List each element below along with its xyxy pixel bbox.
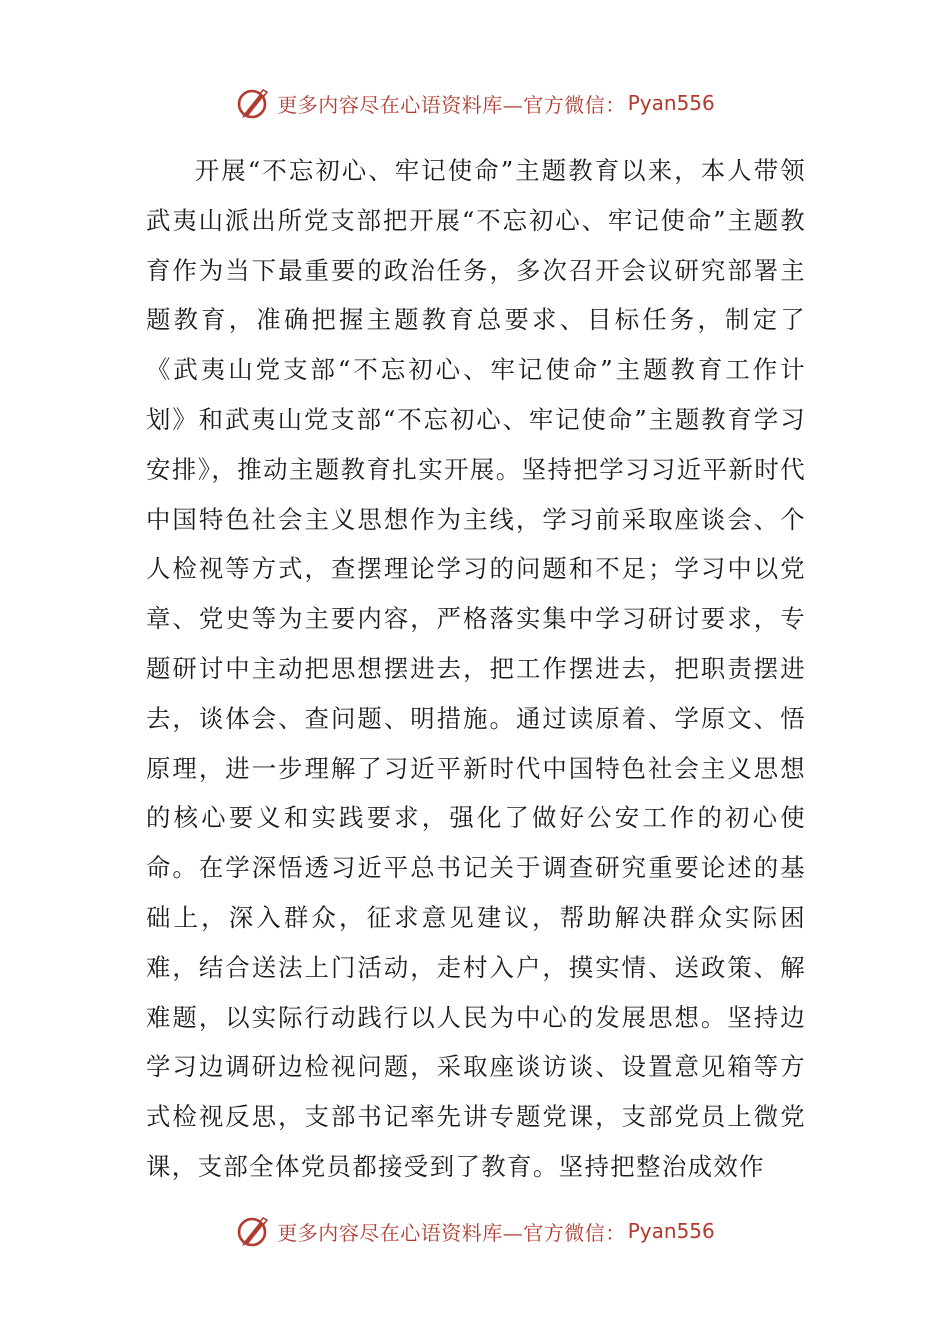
- watermark-banner-top: [0, 81, 950, 125]
- banner-text: 更多内容尽在心语资料库—官方微信：: [277, 1220, 626, 1245]
- banner-account: Pyan556: [627, 91, 715, 115]
- banner-text: 更多内容尽在心语资料库—官方微信：: [277, 92, 626, 117]
- watermark-banner-bottom: [0, 1209, 950, 1253]
- pen-in-circle-logo-icon: [235, 1213, 271, 1249]
- banner-account: Pyan556: [627, 1219, 715, 1243]
- body-paragraph: 开展“不忘初心、牢记使命”主题教育以来，本人带领武夷山派出所党支部把开展“不忘初心、牢记使命”主题教育作为当下最重要的政治任务，多次召开会议研究部署主题教育，准确把握主题教育总要求、目标任务，制定了《武夷山党支部“不忘初心、牢记使命”主题教育工作计划》和武夷山党支部“不忘初心、牢记使命”主题教育学习安排》，推动主题教育扎实开展。坚持把学习习近平新时代中国特色社会主义思想作为主线，学习前采取座谈会、个人检视等方式，查摆理论学习的问题和不足；学习中以党章、党史等为主要内容，严格落实集中学习研讨要求，专题研讨中主动把思想摆进去，把工作摆进去，把职责摆进去，谈体会、查问题、明措施。通过读原着、学原文、悟原理，进一步理解了习近平新时代中国特色社会主义思想的核心要义和实践要求，强化了做好公安工作的初心使命。在学深悟透习近平总书记关于调查研究重要论述的基础上，深入群众，征求意见建议，帮助解决群众实际困难，结合送法上门活动，走村入户，摸实情、送政策、解难题，以实际行动践行以人民为中心的发展思想。坚持边学习边调研边检视问题，采取座谈访谈、设置意见箱等方式检视反思，支部书记率先讲专题党课，支部党员上微党课，支部全体党员都接受到了教育。坚持把整治成效作: [146, 156, 806, 1181]
- pen-in-circle-logo-icon: [235, 85, 271, 121]
